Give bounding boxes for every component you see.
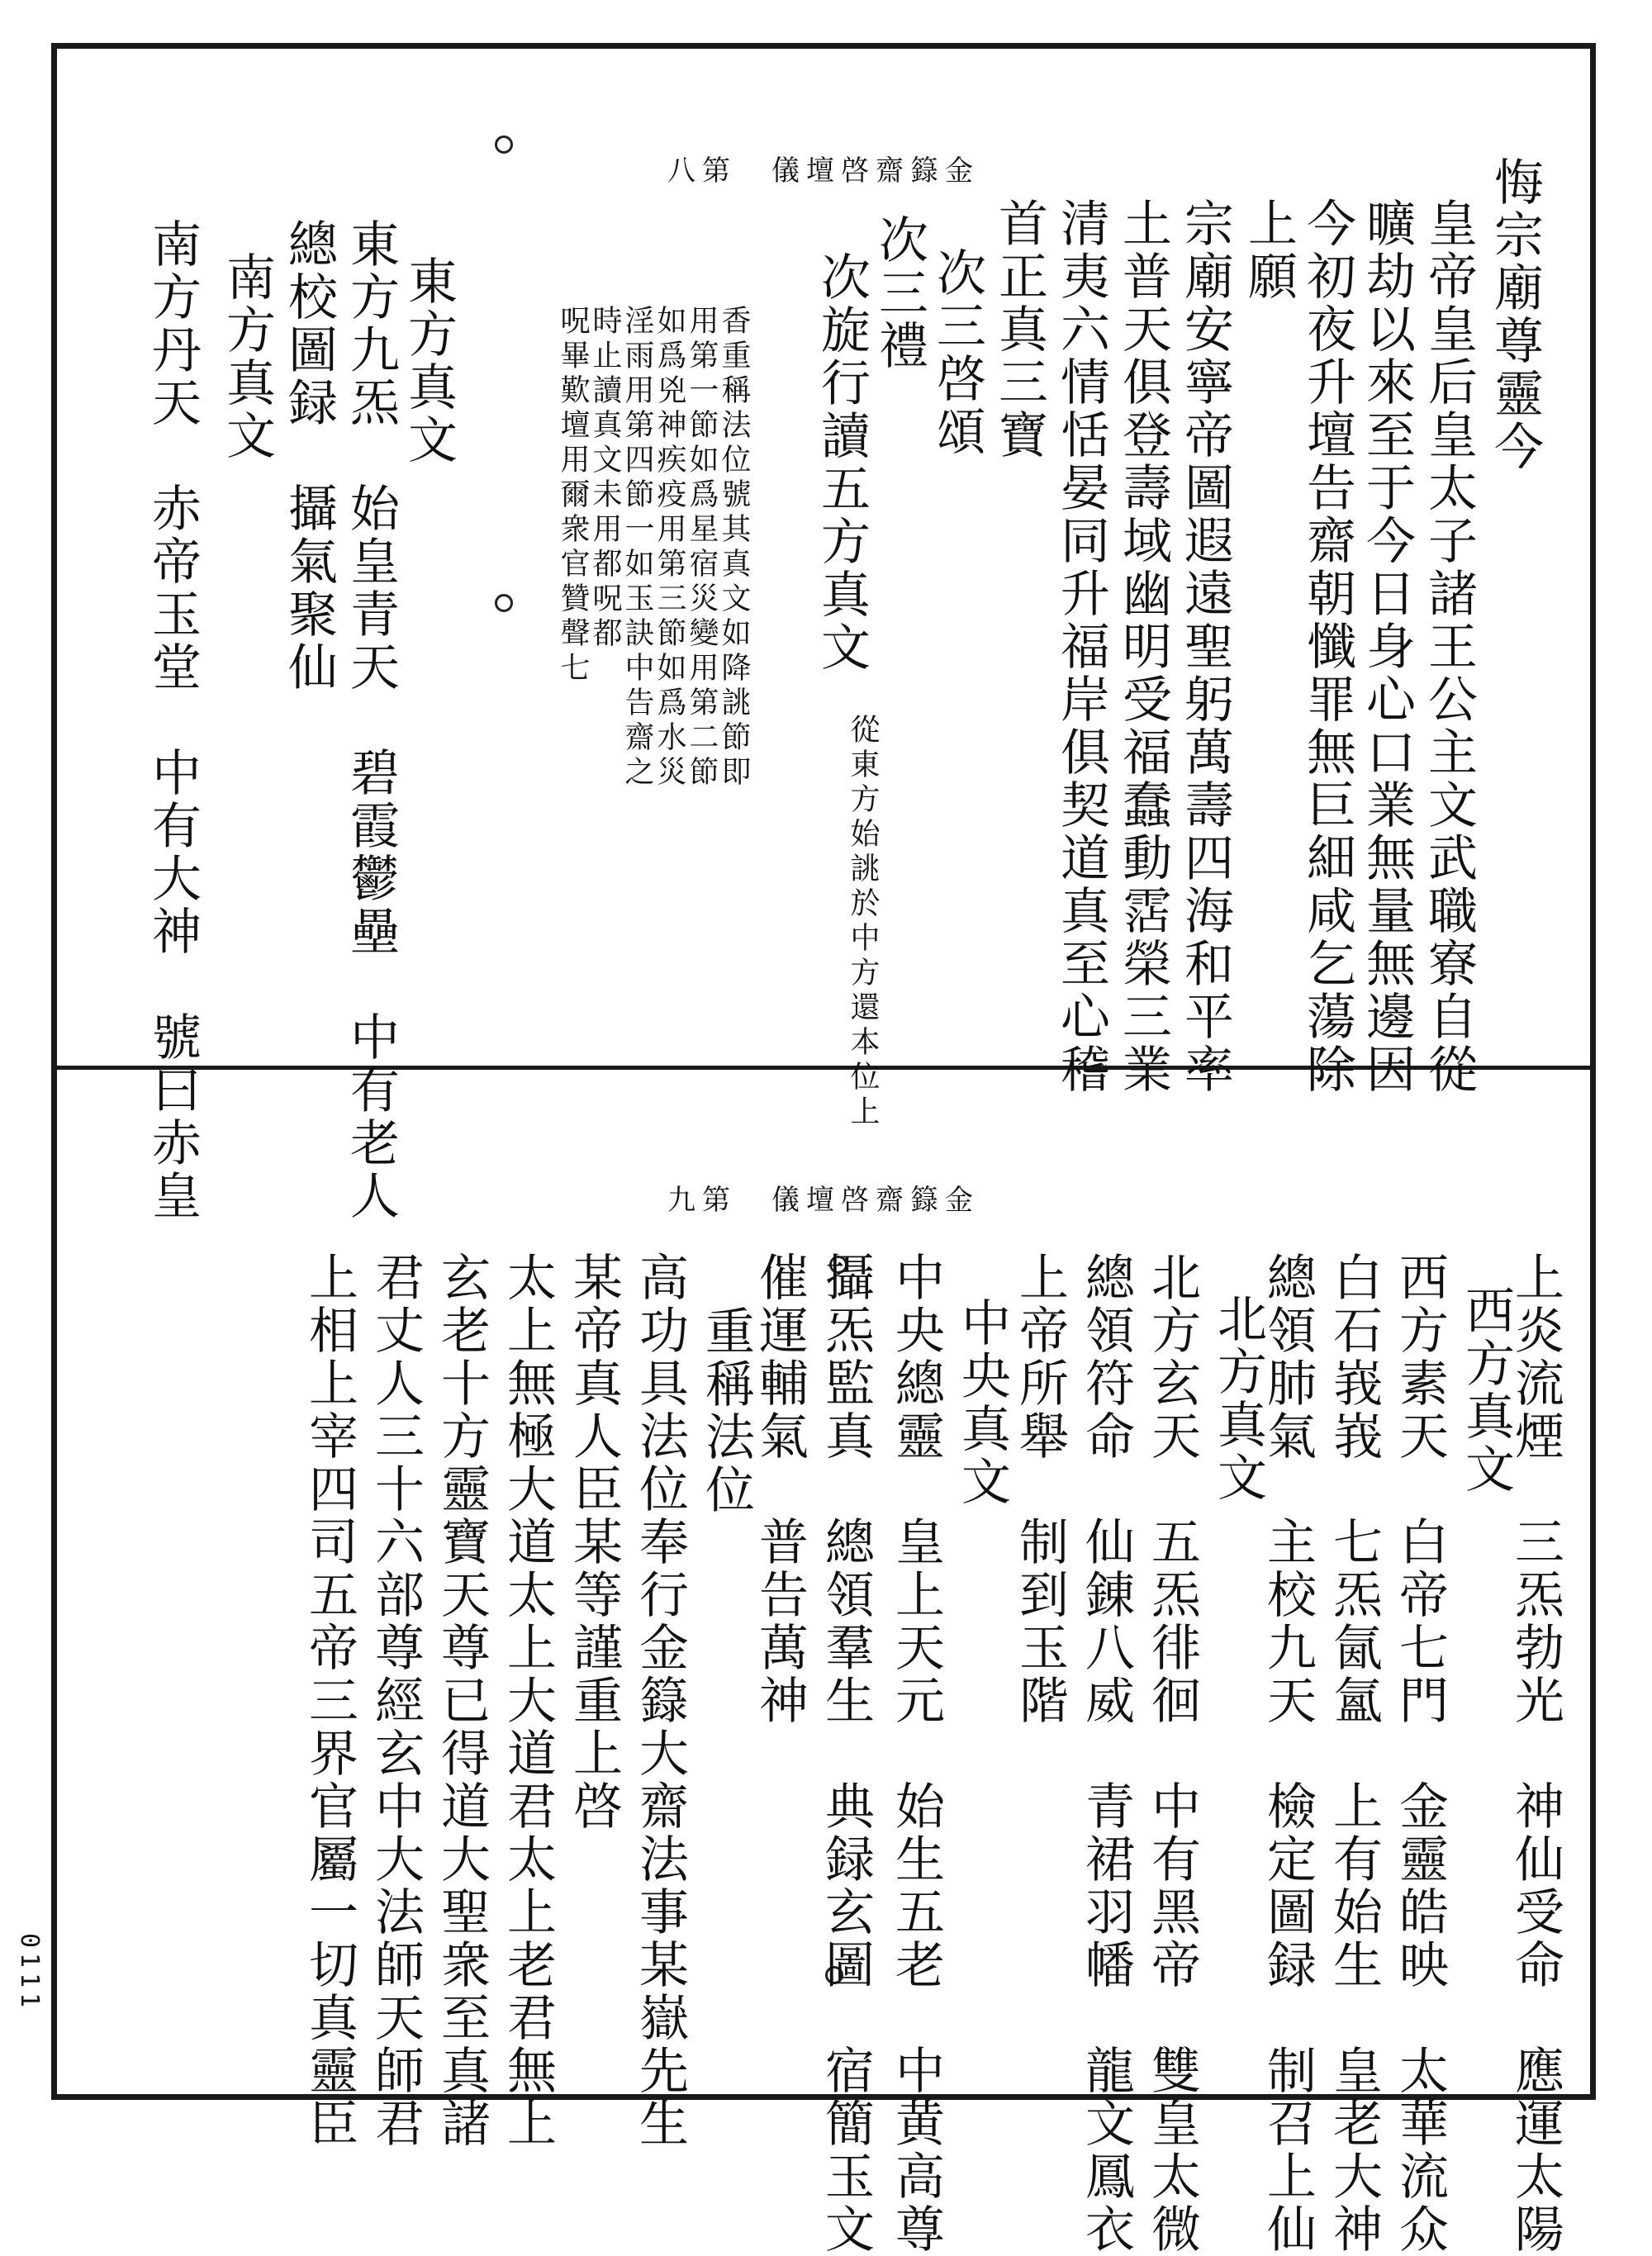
text-column: 上願 xyxy=(1240,197,1298,303)
bottom-page xyxy=(57,1070,1590,2256)
text-column: 中央真文 xyxy=(953,1297,1011,1508)
text-column: 高功具法位奉行金籙大齋法事某嶽先生 xyxy=(631,1251,689,2150)
annotation-column: 用第一節如爲星宿災變用第二節 xyxy=(685,305,719,791)
page-header-top: 八第 儀壇啓齋籙金 xyxy=(667,154,980,188)
text-column: 南方真文 xyxy=(218,251,276,463)
text-column: 西方素天 白帝七門 金靈皓映 太華流众 xyxy=(1391,1251,1449,2256)
text-column: 土普天俱登壽域幽明受福蠢動霑榮三業 xyxy=(1114,197,1172,1096)
text-column: 上相上宰四司五帝三界官屬一切真靈臣 xyxy=(301,1251,358,2150)
text-column: 南方丹天 赤帝玉堂 中有大神 號曰赤皇 xyxy=(144,218,202,1223)
text-column: 次三啓頌 xyxy=(928,247,986,458)
annotation-column: 從東方始誂於中方還本位上 xyxy=(846,714,880,1130)
text-column: 東方真文 xyxy=(400,255,458,467)
text-column: 東方九炁 始皇青天 碧霞鬱壘 中有老人 xyxy=(342,218,400,1223)
text-column: 宗廟安寧帝圖遐遠聖躬萬壽四海和平率 xyxy=(1176,197,1234,1096)
text-column: 君丈人三十六部尊經玄中大法師天師君 xyxy=(367,1251,425,2150)
text-column: 總領符命 仙錬八威 青裙羽幡 龍文鳳衣 xyxy=(1077,1251,1135,2256)
text-column: 首正真三寶 xyxy=(990,197,1048,462)
text-column: 清夷六情恬晏同升福岸俱契道真至心稽 xyxy=(1052,197,1110,1096)
annotation-column: 呪畢歎壇用爾衆官贊聲七 xyxy=(556,305,590,686)
text-column: 總校圖録 攝氣聚仙 xyxy=(280,218,338,694)
text-column: 北方玄天 五炁徘徊 中有黑帝 雙皇太微 xyxy=(1143,1251,1201,2256)
text-column: 太上無極大道太上大道君太上老君無上 xyxy=(499,1251,557,2150)
page-header-bottom: 九第 儀壇啓齋籙金 xyxy=(667,1184,980,1217)
text-column: 重稱法位 xyxy=(697,1305,755,1517)
binding-hole-icon xyxy=(495,594,513,612)
text-column: 北方真文 xyxy=(1209,1293,1267,1504)
text-column: 攝炁監真 總領羣生 典録玄圖 宿簡玉文 xyxy=(817,1251,875,2256)
text-column: 上帝所舉 制到玉階 xyxy=(1011,1251,1069,1727)
text-column: 玄老十方靈寶天尊已得道大聖衆至真諸 xyxy=(433,1251,491,2150)
text-column: 某帝真人臣某等謹重上啓 xyxy=(565,1251,623,1833)
text-column: 中央總靈 皇上天元 始生五老 中黄高尊 xyxy=(887,1251,945,2256)
text-column: 悔宗廟尊靈今 xyxy=(1486,156,1544,473)
annotation-column: 如爲兇神疾疫用第三節如爲水災 xyxy=(653,305,686,791)
annotation-column: 時止讀真文未用都呪都 xyxy=(588,305,622,652)
text-column: 催運輔氣 普告萬神 xyxy=(751,1251,809,1727)
text-column: 總領肺氣 主校九天 檢定圖録 制召上仙 xyxy=(1259,1251,1317,2256)
text-column: 白石峩峩 七炁氤氳 上有始生 皇老大神 xyxy=(1325,1251,1383,2256)
page-number: 0111 xyxy=(15,1933,44,2013)
annotation-column: 香重稱法位號其真文如降誂節即 xyxy=(717,305,751,791)
text-column: 上炎流煙 三炁勃光 神仙受命 應運太陽 xyxy=(1507,1251,1564,2256)
annotation-column: 淫雨用第四節一如玉訣中告齋之 xyxy=(620,305,654,791)
text-column: 曠劫以來至于今日身心口業無量無邊因 xyxy=(1358,197,1416,1096)
text-column: 次旋行讀五方真文 xyxy=(813,251,871,674)
text-column: 西方真文 xyxy=(1457,1285,1515,1496)
text-column: 今初夜升壇告齋朝懺罪無巨細咸乞蕩除 xyxy=(1298,197,1356,1096)
text-column: 次三禮 xyxy=(871,214,928,373)
binding-hole-icon xyxy=(495,135,513,154)
text-column: 皇帝皇后皇太子諸王公主文武職寮自從 xyxy=(1420,197,1478,1096)
